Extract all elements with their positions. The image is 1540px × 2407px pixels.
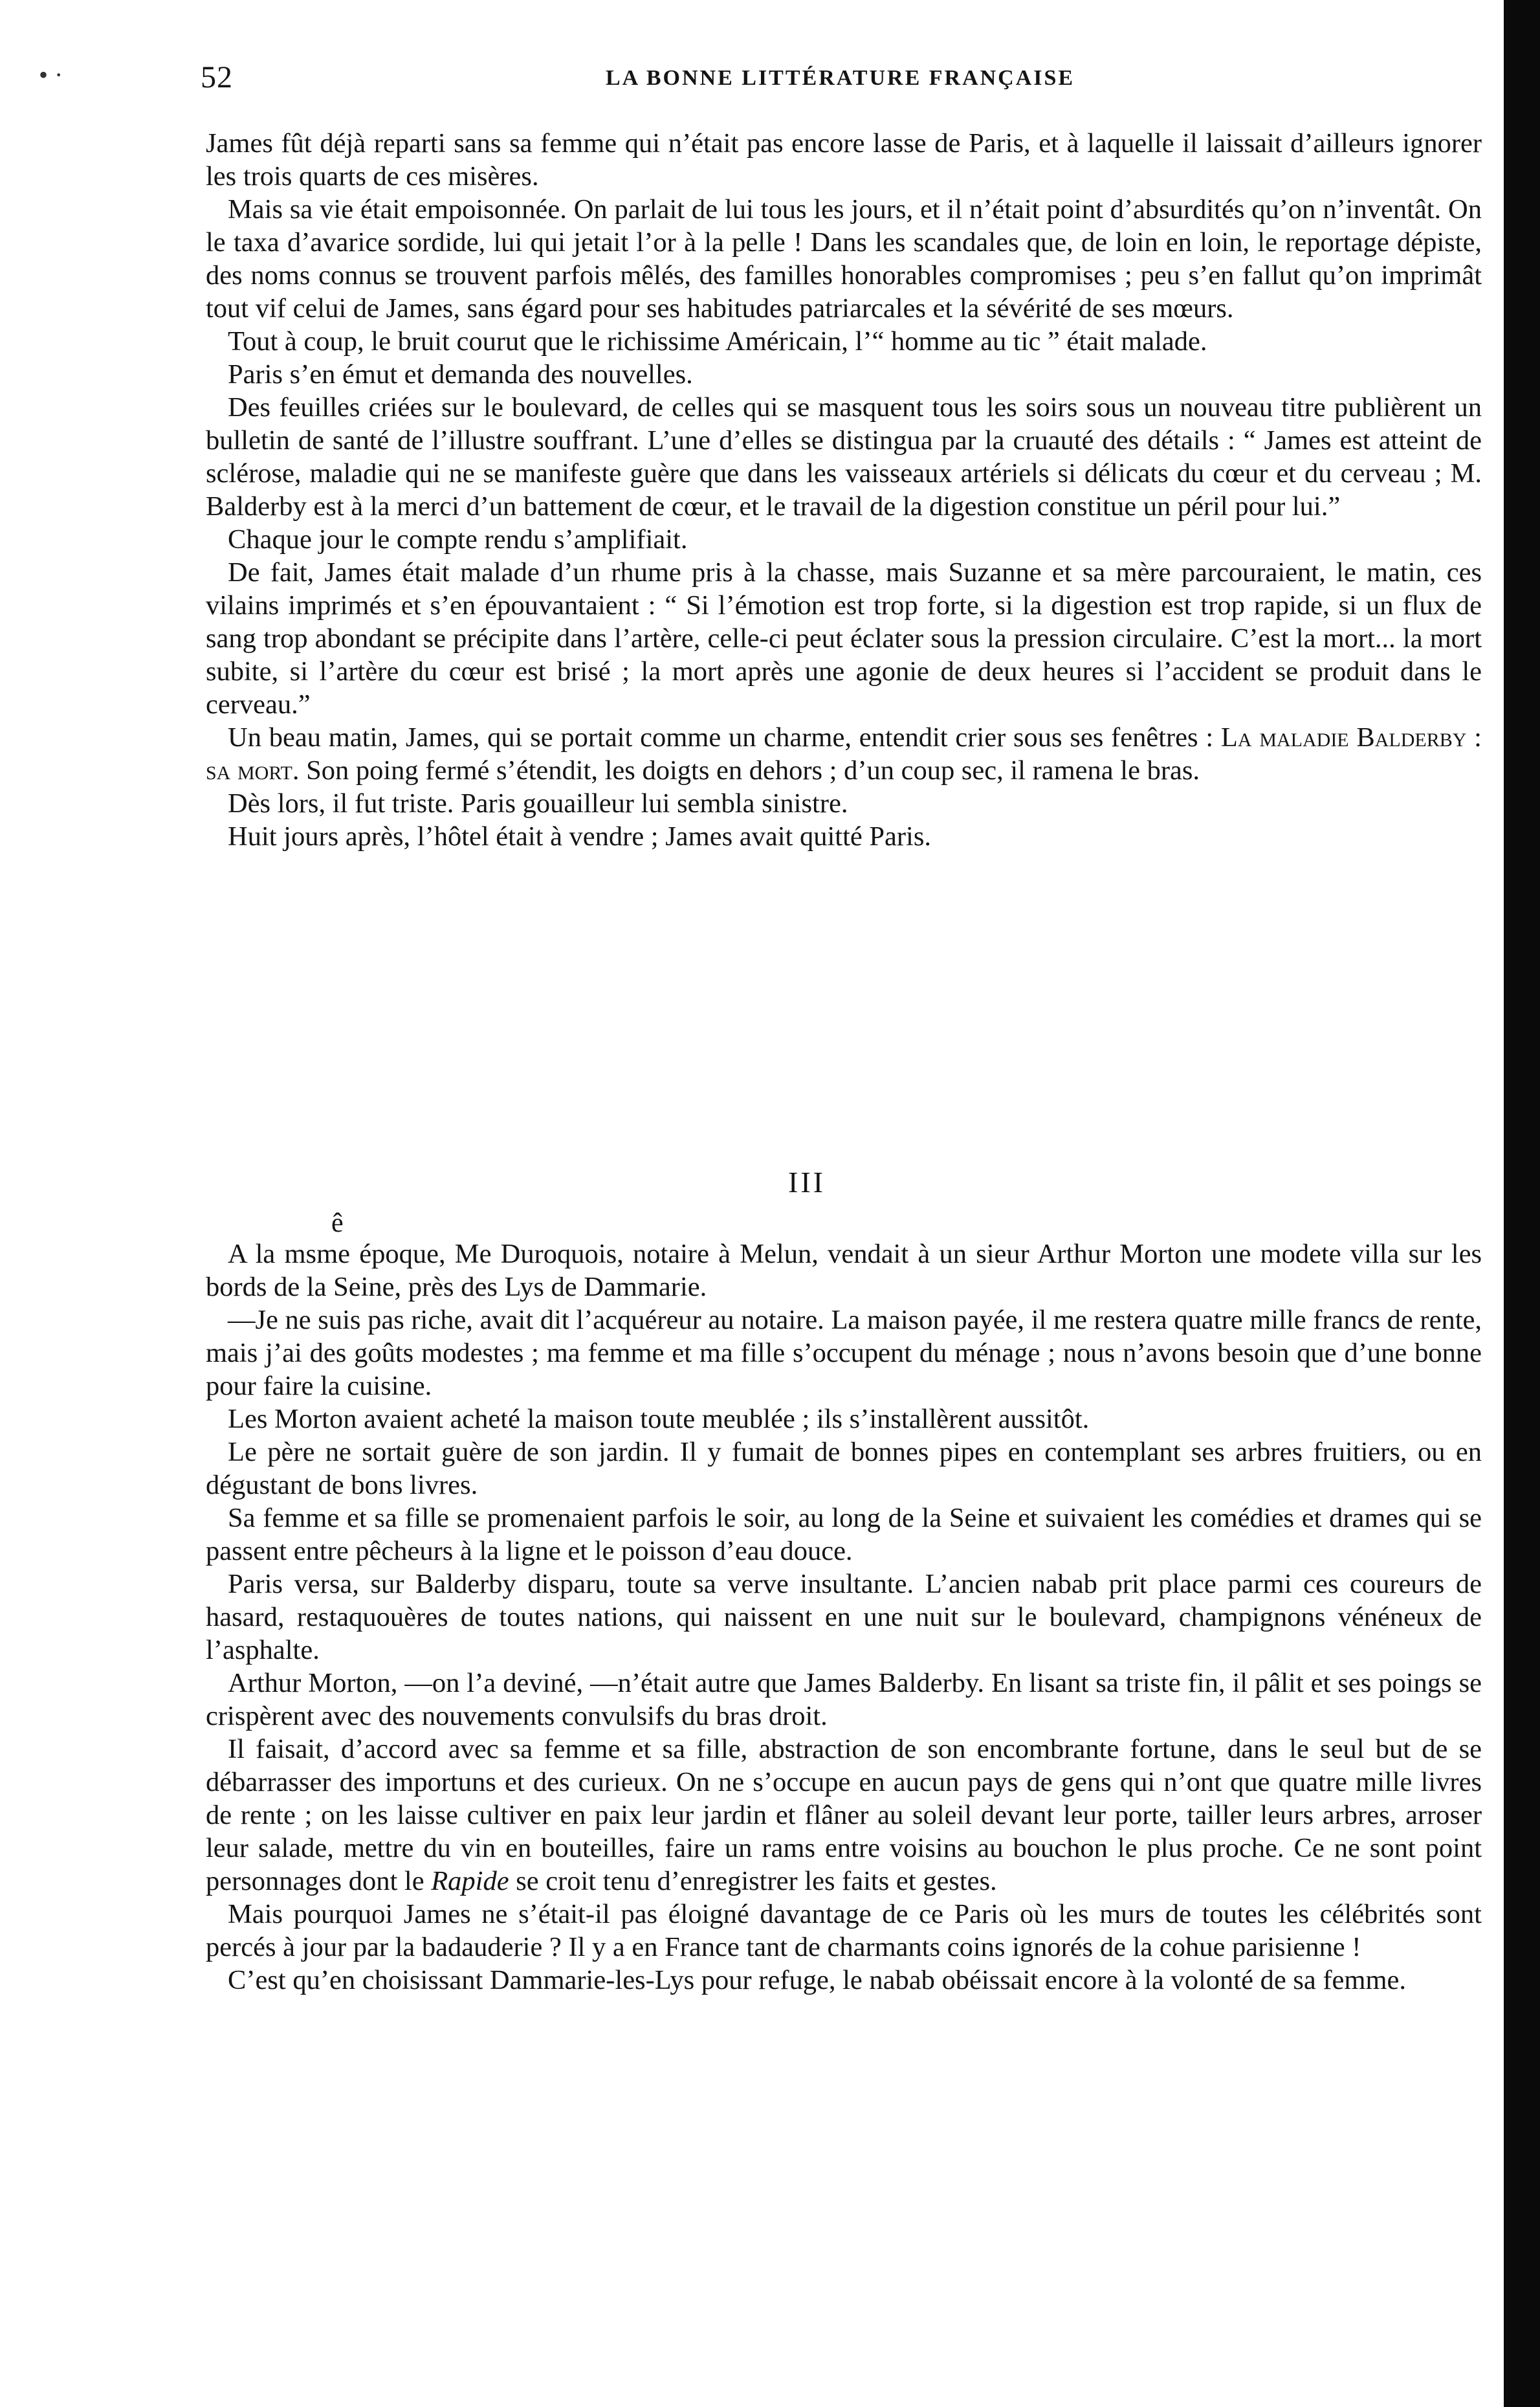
paragraph: Mais pourquoi James ne s’était-il pas éloigné davantage de ce Paris où les murs de toutes les célébrités sont percés à jour par la badauderie ? Il y a en France tant de charmants coins ignorés de la cohue parisienne !	[206, 1899, 1482, 1962]
page-number: 52	[201, 60, 233, 94]
paragraph	[206, 721, 1482, 787]
paragraph: Chaque jour le compte rendu s’amplifiait.	[228, 524, 688, 555]
paragraph: —Je ne suis pas riche, avait dit l’acquéreur au notaire. La maison payée, il me restera quatre mille francs de rente, mais j’ai des goûts modestes ; ma femme et ma fille s’occupent du ménage ; nous n’avons besoin que d’une bonne pour faire la cuisine.	[206, 1305, 1482, 1401]
running-head	[194, 60, 1488, 105]
paragraph: Mais sa vie était empoisonnée. On parlait de lui tous les jours, et il n’était point d’absurdités qu’on n’inventât. On le taxa d’avarice sordide, lui qui jetait l’or à la pelle ! Dans les scandales que, de loin en loin, le reportage dépiste, des noms connus se trouvent parfois mêlés, des familles honorables compromises ; peu s’en fallut qu’on imprimât tout vif celui de James, sans égard pour ses habitudes patriarcales et la sévérité de ses mœurs.	[206, 194, 1482, 324]
paragraph: Paris versa, sur Balderby disparu, toute sa verve insultante. L’ancien nabab prit place parmi ces coureurs de hasard, restaquouères de toutes nations, qui naissent en une nuit sur le boulevard, champignons vénéneux de l’asphalte.	[206, 1569, 1482, 1665]
paragraph: Tout à coup, le bruit courut que le richissime Américain, l’“ homme au tic ” était malade.	[228, 326, 1207, 357]
paragraph-text: Son poing fermé s’étendit, les doigts en dehors ; d’un coup sec, il ramena le bras.	[299, 755, 1200, 786]
scan-dark-edge	[1504, 0, 1540, 2407]
paragraph-text: se croit tenu d’enregistrer les faits et gestes.	[509, 1866, 997, 1896]
section-heading: III	[788, 1166, 826, 1199]
paragraph	[206, 1733, 1482, 1898]
scan-speck-mark: • ·	[39, 60, 63, 89]
headline-small-caps: La maladie Balderby : sa mort.	[206, 722, 1482, 786]
paragraph-text: Il faisait, d’accord avec sa femme et sa fille, abstraction de son encombrante fortune, dans le seul but de se débarrasser des importuns et des curieux. On ne s’occupe en aucun pays de gens qui n’ont que quatre mille livres de rente ; on les laisse cultiver en paix leur jardin et flâner au soleil devant leur porte, tailler leurs arbres, arroser leur salade, mettre du vin en bouteilles, faire un rams entre voisins au bouchon le plus proche. Ce ne sont point personnages dont le	[206, 1734, 1482, 1896]
paragraph: James fût déjà reparti sans sa femme qui n’était pas encore lasse de Paris, et à laquelle il laissait d’ailleurs ignorer les trois quarts de ces misères.	[206, 128, 1482, 192]
running-title: LA BONNE LITTÉRATURE FRANÇAISE	[606, 66, 1075, 90]
paragraph: Sa femme et sa fille se promenaient parfois le soir, au long de la Seine et suivaient les comédies et drames qui se passent entre pêcheurs à la ligne et le poisson d’eau douce.	[206, 1503, 1482, 1566]
paragraph: A la msme époque, Me Duroquois, notaire à Melun, vendait à un sieur Arthur Morton une modete villa sur les bords de la Seine, près des Lys de Dammarie.	[206, 1239, 1482, 1302]
paragraph: De fait, James était malade d’un rhume pris à la chasse, mais Suzanne et sa mère parcouraient, le matin, ces vilains imprimés et s’en épouvantaient : “ Si l’émotion est trop forte, si la digestion est trop rapide, si un flux de sang trop abondant se précipite dans l’artère, celle-ci peut éclater sous la pression circulaire. C’est la mort... la mort subite, si l’artère du cœur est brisé ; la mort après une agonie de deux heures si l’accident se produit dans le cerveau.”	[206, 557, 1482, 720]
paragraph: Huit jours après, l’hôtel était à vendre ; James avait quitté Paris.	[228, 821, 931, 852]
paragraph: Le père ne sortait guère de son jardin. Il y fumait de bonnes pipes en contemplant ses arbres fruitiers, ou en dégustant de bons livres.	[206, 1437, 1482, 1500]
paragraph: C’est qu’en choisissant Dammarie-les-Lys pour refuge, le nabab obéissait encore à la volonté de sa femme.	[228, 1965, 1406, 1995]
newspaper-title: Rapide	[431, 1866, 509, 1896]
paragraph: Arthur Morton, —on l’a deviné, —n’était autre que James Balderby. En lisant sa triste fin, il pâlit et ses poings se crispèrent avec des nouvements convulsifs du bras droit.	[206, 1668, 1482, 1731]
section-two-text	[206, 1237, 1482, 1997]
paragraph: Les Morton avaient acheté la maison toute meublée ; ils s’installèrent aussitôt.	[228, 1404, 1090, 1434]
paragraph: Dès lors, il fut triste. Paris gouailleur lui sembla sinistre.	[228, 788, 848, 819]
paragraph: Paris s’en émut et demanda des nouvelles.	[228, 359, 693, 390]
stray-accent-mark: ê	[331, 1208, 344, 1238]
paragraph: Des feuilles criées sur le boulevard, de celles qui se masquent tous les soirs sous un nouveau titre publièrent un bulletin de santé de l’illustre souffrant. L’une d’elles se distingua par la cruauté des détails : “ James est atteint de sclérose, maladie qui ne se manifeste guère que dans les vaisseaux artériels si délicats du cœur et du cerveau ; M. Balderby est à la merci d’un battement de cœur, et le travail de la digestion constitue un péril pour lui.”	[206, 392, 1482, 522]
paragraph-text: Un beau matin, James, qui se portait comme un charme, entendit crier sous ses fenêtres :	[228, 722, 1221, 753]
section-one-text	[206, 127, 1482, 853]
